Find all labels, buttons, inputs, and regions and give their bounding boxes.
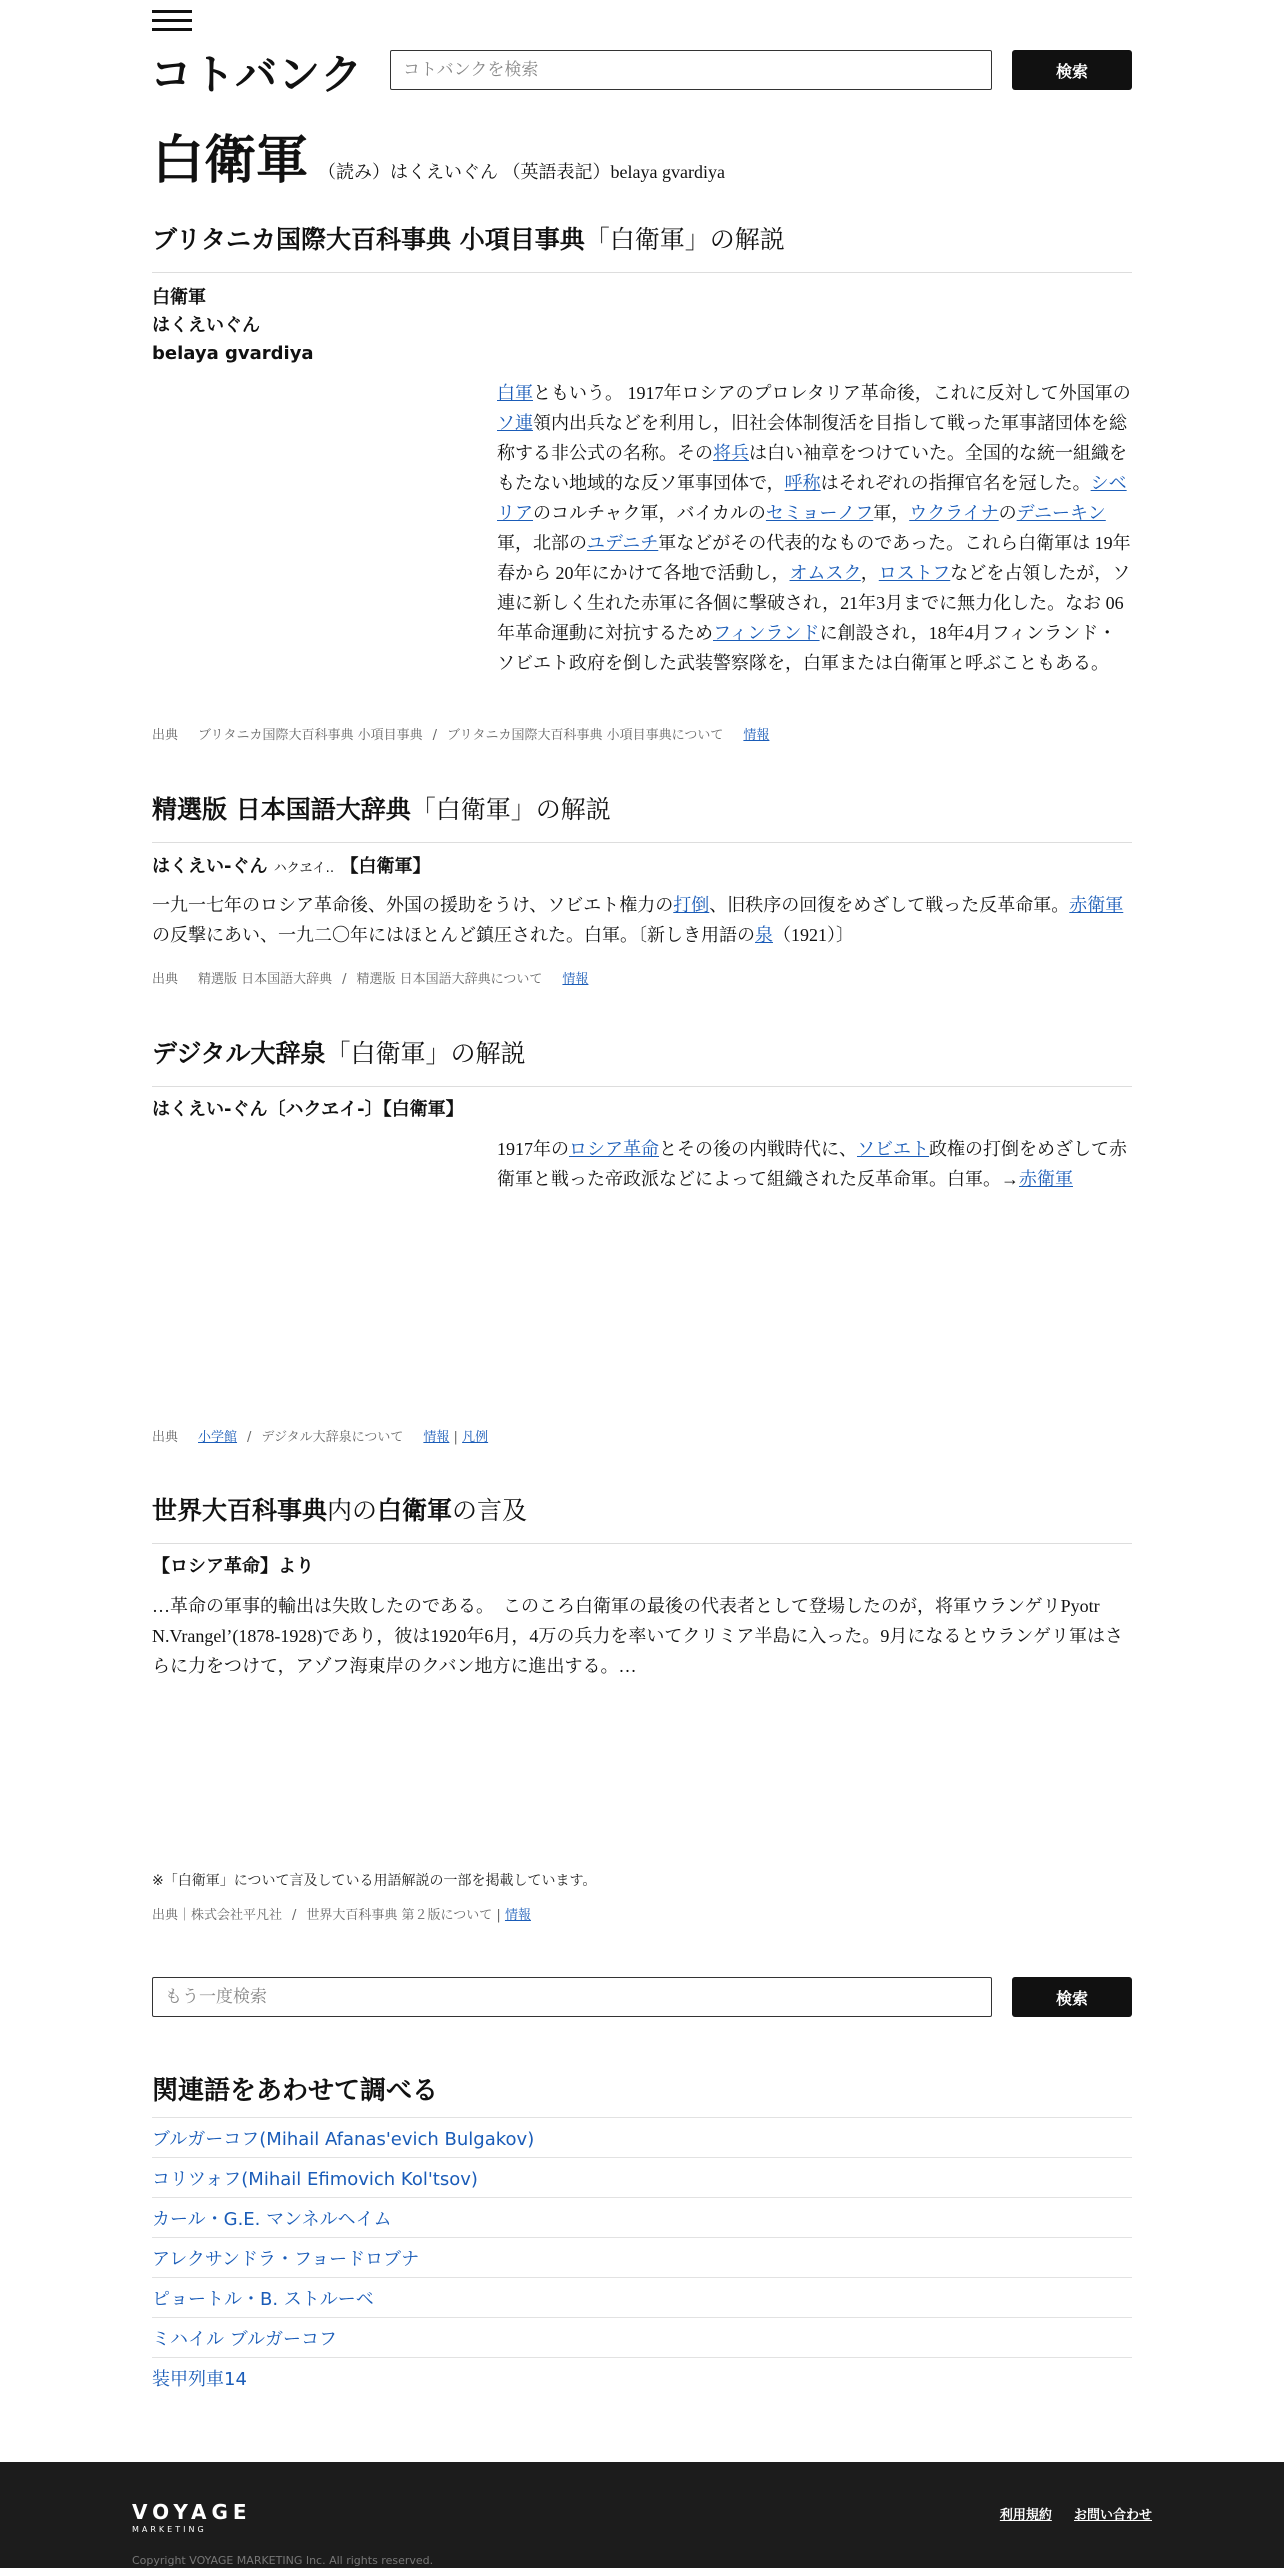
inline-link[interactable]: ロシア革命	[569, 1139, 659, 1159]
sekai-info-link[interactable]: 情報	[504, 1908, 531, 1923]
related-link[interactable]: アレクサンドラ・フョードロブナ	[152, 2248, 420, 2270]
body-text-segment: 軍，	[873, 503, 910, 523]
daijisen-info-link[interactable]: 情報	[423, 1430, 450, 1445]
body-text-segment: 政権の打倒をめざして赤衛軍と戦った帝政派などによって組織された反革命軍。白軍。→	[497, 1139, 1127, 1189]
related-link[interactable]: ピョートル・B. ストルーベ	[152, 2288, 374, 2310]
inline-link[interactable]: 打倒	[673, 895, 710, 915]
inline-link[interactable]: 将兵	[713, 443, 749, 463]
section-title-sekai: 世界大百科事典内の白衛軍の言及	[152, 1491, 1132, 1544]
body-text-segment: のコルチャク軍，バイカルの	[533, 503, 766, 523]
list-item	[152, 2317, 1132, 2357]
related-link[interactable]: コリツォフ(Mihail Efimovich Kol'tsov)	[152, 2168, 478, 2190]
copyright: Copyright VOYAGE MARKETING Inc. All rights reserved.	[132, 2554, 434, 2567]
inline-link[interactable]: デニーキン	[1016, 503, 1106, 523]
inline-link[interactable]: 赤衛軍	[1019, 1169, 1073, 1189]
related-link[interactable]: 装甲列車14	[152, 2368, 247, 2390]
body-text-segment: ともいう。 1917年ロシアのプロレタリア革命後，これに反対して外国軍の	[533, 383, 1131, 403]
body-text-segment: ，	[860, 563, 879, 583]
sekai-source: 出典｜株式会社平凡社 / 世界大百科事典 第２版について | 情報	[152, 1908, 531, 1923]
sekai-body: …革命の軍事的輸出は失敗したのである。 このころ白衛軍の最後の代表者として登場したのが，将軍ウランゲリPyotr N.Vrangel’(1878-1928)であり，彼は1920年6月，4万の兵力を率いてクリミア半島に入った。9月になるとウランゲリ軍はさらに力をつけて，アゾフ海東岸のクバン地方に進出する。…	[152, 1596, 1124, 1676]
daijisen-body	[497, 1134, 1132, 1194]
section-title-britannica: ブリタニカ国際大百科事典 小項目事典「白衛軍」の解説	[152, 220, 1132, 273]
list-item	[152, 2277, 1132, 2317]
britannica-entry-head: 白衛軍 はくえいぐん belaya gvardiya	[152, 287, 314, 364]
ad-space	[152, 378, 497, 698]
seisenban-info-link[interactable]: 情報	[562, 972, 589, 987]
list-item	[152, 2237, 1132, 2277]
inline-link[interactable]: シベリア	[497, 473, 1127, 523]
body-text-segment: 領内出兵などを利用し，旧社会体制復活を目指して戦った軍事諸団体を総称する非公式の名称。その	[497, 413, 1127, 463]
body-text-segment: 1917年の	[497, 1139, 569, 1159]
seisenban-entry-head: はくえい‐ぐん ハクヱイ‥ 【白衛軍】	[152, 856, 431, 877]
related-list	[152, 2117, 1132, 2397]
terms-link[interactable]: 利用規約	[999, 2508, 1052, 2523]
section-title-seisenban: 精選版 日本国語大辞典「白衛軍」の解説	[152, 790, 1132, 843]
search-again-input[interactable]	[152, 1977, 992, 2017]
site-logo[interactable]: コトバンク	[150, 50, 364, 99]
sekai-note: ※「白衛軍」について言及している用語解説の一部を掲載しています。	[152, 1873, 597, 1889]
related-link[interactable]: ミハイル ブルガーコフ	[152, 2328, 338, 2350]
contact-link[interactable]: お問い合わせ	[1073, 2508, 1152, 2523]
section-title-daijisen: デジタル大辞泉「白衛軍」の解説	[152, 1034, 1132, 1087]
page-title: 白衛軍	[152, 131, 309, 191]
related-link[interactable]: ブルガーコフ(Mihail Afanas'evich Bulgakov)	[152, 2128, 535, 2150]
seisenban-body	[152, 890, 1132, 950]
inline-link[interactable]: ソビエト	[857, 1139, 929, 1159]
inline-link[interactable]: 赤衛軍	[1069, 895, 1124, 915]
related-link[interactable]: カール・G.E. マンネルヘイム	[152, 2208, 392, 2230]
inline-link[interactable]: ユデニチ	[587, 533, 659, 553]
inline-link[interactable]: 呼称	[784, 473, 821, 493]
related-title: 関連語をあわせて調べる	[152, 2076, 439, 2106]
body-text-segment: は白い袖章をつけていた。全国的な統一組織をもたない地域的な反ソ軍事団体で，	[497, 443, 1127, 493]
body-text-segment: 、旧秩序の回復をめざして戦った反革命軍。	[709, 895, 1070, 915]
body-text-segment: 一九一七年のロシア革命後、外国の援助をうけ、ソビエト権力の	[152, 895, 674, 915]
daijisen-legend-link[interactable]: 凡例	[462, 1430, 489, 1445]
body-text-segment: に創設され，18年4月フィンランド・ソビエト政府を倒した武装警察隊を，白軍または白衛軍と呼ぶこともある。	[497, 623, 1117, 673]
britannica-source: 出典 ブリタニカ国際大百科事典 小項目事典 / ブリタニカ国際大百科事典 小項目事典について 情報	[152, 728, 770, 743]
body-text-segment: はそれぞれの指揮官名を冠した。	[820, 473, 1091, 493]
body-text-segment: などを占領したが，ソ連に新しく生れた赤軍に各個に撃破され，21年3月までに無力化した。なお 06年革命運動に対抗するため	[497, 563, 1131, 643]
list-item	[152, 2357, 1132, 2397]
footer	[0, 2462, 1284, 2568]
search-input[interactable]	[390, 50, 992, 90]
body-text-segment: （1921）〕	[773, 925, 854, 945]
publisher-link[interactable]: 小学館	[198, 1430, 238, 1445]
inline-link[interactable]: フィンランド	[713, 623, 820, 643]
body-text-segment: 軍，北部の	[497, 533, 587, 553]
list-item	[152, 2117, 1132, 2157]
inline-link[interactable]: ウクライナ	[909, 503, 999, 523]
inline-link[interactable]: 泉	[755, 925, 773, 945]
list-item	[152, 2157, 1132, 2197]
body-text-segment: の反撃にあい、一九二〇年にはほとんど鎮圧された。白軍。〔新しき用語の	[152, 925, 755, 945]
inline-link[interactable]: 白軍	[497, 383, 533, 403]
seisenban-source: 出典 精選版 日本国語大辞典 / 精選版 日本国語大辞典について 情報	[152, 972, 589, 987]
headword	[152, 118, 725, 193]
daijisen-source: 出典 小学館 / デジタル大辞泉について 情報 | 凡例	[152, 1430, 489, 1445]
inline-link[interactable]: オムスク	[789, 563, 861, 583]
menu-icon[interactable]	[152, 10, 192, 32]
inline-link[interactable]: ソ連	[497, 413, 533, 433]
search-button[interactable]: 検索	[1012, 50, 1132, 90]
search-again-button[interactable]: 検索	[1012, 1977, 1132, 2017]
headword-reading: （読み）はくえいぐん （英語表記）belaya gvardiya	[318, 162, 725, 182]
inline-link[interactable]: セミョーノフ	[765, 503, 874, 523]
sekai-subheading: 【ロシア革命】より	[152, 1556, 314, 1577]
britannica-body	[152, 378, 1132, 698]
body-text-segment: とその後の内戦時代に、	[659, 1139, 857, 1159]
body-text-segment: の	[998, 503, 1017, 523]
inline-link[interactable]: ロストフ	[878, 563, 951, 583]
daijisen-entry-head: はくえい‐ぐん〔ハクヱイ‐〕【白衛軍】	[152, 1099, 464, 1120]
body-text-segment: 軍などがその代表的なものであった。これら白衛軍は 19年春から 20年にかけて各地で活動し，	[497, 533, 1131, 583]
list-item	[152, 2197, 1132, 2237]
footer-links	[982, 2504, 1152, 2523]
britannica-info-link[interactable]: 情報	[743, 728, 770, 743]
footer-logo[interactable]: VOYAGE MARKETING	[132, 2500, 252, 2534]
